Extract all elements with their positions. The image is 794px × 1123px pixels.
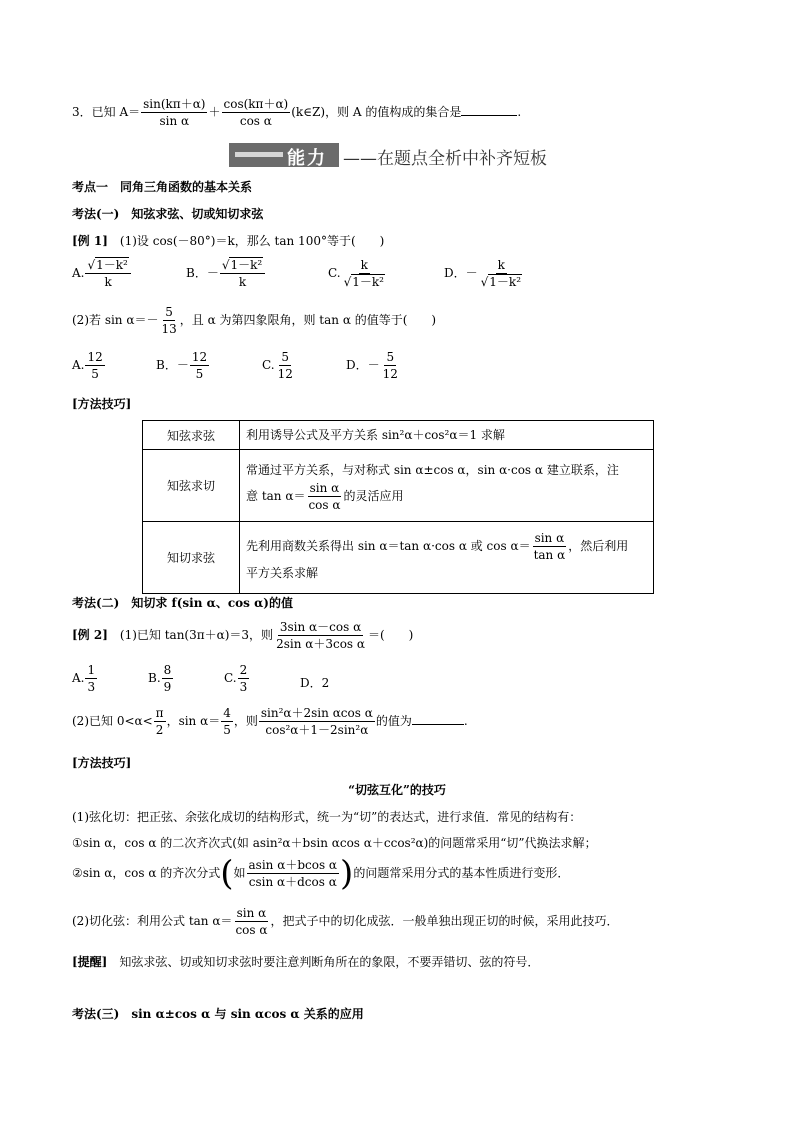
- ex2-q2-mid2: ，则: [233, 714, 258, 728]
- q3-f1-numerator: sin(kπ＋α): [143, 97, 206, 111]
- ex2-q2-answer-blank[interactable]: [412, 712, 464, 725]
- example-1-option-d: [444, 258, 525, 289]
- example-2-q1: [72, 620, 413, 651]
- q3-f2-numerator: cos(kπ＋α): [223, 97, 289, 111]
- q2-suffix: ，且 α 为第四象限角，则 tan α 的值等于( ): [179, 313, 437, 327]
- method-2-p3-denominator: csin α＋dcos α: [248, 875, 337, 889]
- q2-option-c-label: C.: [262, 358, 275, 372]
- option-b-label: B．－: [186, 266, 219, 280]
- option-d-fraction: $\frac{k}{\text{√1－k²}}$: [480, 258, 521, 289]
- method-2-p4-pre: (2)切化弦：利用公式 tan α＝: [72, 914, 233, 928]
- q2-option-a-fraction: [85, 350, 104, 381]
- method-row-3-fraction: [532, 531, 568, 562]
- option-c-numerator: k: [360, 258, 368, 272]
- method-row-3-key: 知切求弦: [143, 522, 240, 594]
- q2-option-a-denominator: 5: [91, 367, 99, 381]
- example-1-option-b: [186, 258, 266, 289]
- kaodian-1-heading: 考点一 同角三角函数的基本关系: [72, 180, 253, 194]
- option-a-label: A.: [72, 266, 85, 280]
- method-2-p4-denominator: cos α: [235, 923, 268, 937]
- q2-numerator: 5: [165, 305, 173, 319]
- left-paren: (: [220, 853, 234, 894]
- method-2-p4-post: ，把式子中的切化成弦．一般单独出现正切的时候，采用此技巧．: [270, 914, 619, 928]
- kaofa-2-heading: 考法(二) 知切求 f(sin α、cos α)的值: [72, 596, 293, 610]
- q2-option-d-label: D．－: [346, 358, 380, 372]
- method-row-2-key: 知弦求切: [143, 450, 240, 522]
- ex2-q2-fraction-expr: [259, 706, 375, 737]
- option-b-denominator: k: [238, 275, 247, 289]
- method-row-2-fraction: [306, 481, 342, 512]
- method-row-3-denominator: tan α: [533, 548, 566, 562]
- ex2-option-a-label: A.: [72, 671, 85, 685]
- banner-label: 能力: [287, 148, 327, 169]
- example-1-q2-option-d: [346, 350, 401, 381]
- method-row-3-pre: 先利用商数关系得出 sin α＝tan α·cos α 或 cos α＝: [246, 539, 531, 553]
- method-2-p3-pre: ②sin α，cos α 的齐次分式: [72, 866, 221, 880]
- option-d-denominator: 1－k²: [489, 275, 521, 289]
- ex2-q2-f2-denominator: 5: [223, 723, 231, 737]
- example-2-q1-post: ＝( ): [368, 628, 414, 642]
- example-2-option-b: [148, 663, 174, 694]
- q3-fraction-2: [222, 97, 291, 128]
- method-row-3-line-1: [246, 531, 647, 562]
- method-row-3-numerator: sin α: [534, 531, 565, 545]
- method-row-3: [143, 522, 654, 594]
- method-row-2-post: 的灵活应用: [343, 489, 404, 503]
- option-a-fraction: $\frac{\text{√1－k²}}{k}$: [85, 258, 130, 289]
- method-row-1-key: 知弦求弦: [143, 421, 240, 450]
- ex2-option-c-fraction: [238, 663, 250, 694]
- q2-prefix: (2)若 sin α＝－: [72, 313, 159, 327]
- method-row-1-value: 利用诱导公式及平方关系 sin²α＋cos²α＝1 求解: [240, 421, 654, 450]
- q3-f2-denominator: cos α: [239, 114, 272, 128]
- ex2-option-c-label: C.: [224, 671, 237, 685]
- ex2-option-a-denominator: 3: [87, 680, 96, 694]
- option-d-numerator: k: [497, 258, 505, 272]
- question-3: [72, 97, 521, 128]
- method-2-p3-fraction: [247, 858, 340, 889]
- method-2-p3-numerator: asin α＋bcos α: [248, 858, 338, 872]
- example-2-option-c: [224, 663, 250, 694]
- q2-option-c-denominator: 12: [277, 367, 293, 381]
- ex2-q2-f3-numerator: sin²α＋2sin αcos α: [260, 706, 373, 720]
- example-2-q2: [72, 706, 468, 737]
- method-2-p4-numerator: sin α: [236, 906, 267, 920]
- q3-fraction-1: [141, 97, 207, 128]
- method-row-2-pre: 意 tan α＝: [246, 489, 306, 503]
- ex2-option-b-label: B.: [148, 671, 161, 685]
- method-2-p3-ru: 如: [233, 866, 246, 880]
- reminder: [72, 953, 539, 970]
- kaofa-1-heading: 考法(一) 知弦求弦、切或知切求弦: [72, 207, 264, 221]
- q2-option-c-fraction: [276, 350, 295, 381]
- ex2-option-c-denominator: 3: [239, 680, 248, 694]
- option-a-numerator: 1－k²: [96, 258, 128, 272]
- method-2-p3: [72, 853, 570, 894]
- right-paren: ): [340, 853, 354, 894]
- reminder-tag: [提醒]: [72, 955, 108, 969]
- example-1-q2-option-a: [72, 350, 106, 381]
- ex2-option-a-fraction: [85, 663, 97, 694]
- example-1-q2-option-c: [262, 350, 296, 381]
- method-row-2-numerator: sin α: [309, 481, 340, 495]
- method-row-3-post: ，然后利用: [568, 539, 629, 553]
- q2-option-d-fraction: [381, 350, 400, 381]
- kaofa-3-heading: 考法(三) sin α±cos α 与 sin αcos α 关系的应用: [72, 1007, 364, 1021]
- example-1-option-c: [328, 258, 388, 289]
- example-1-tag: [例 1]: [72, 234, 108, 248]
- method-row-3-value: [240, 522, 654, 594]
- q2-option-b-label: B．－: [156, 358, 189, 372]
- ex2-q2-fraction-pi: [154, 706, 166, 737]
- method-row-2-denominator: cos α: [308, 498, 341, 512]
- q3-answer-blank[interactable]: [461, 103, 517, 116]
- ex2-q2-f1-numerator: π: [155, 706, 164, 720]
- q3-plus: ＋: [208, 105, 221, 119]
- ex2-option-a-numerator: 1: [87, 663, 96, 677]
- example-2-q1-pre: (1)已知 tan(3π＋α)＝3，则: [119, 628, 274, 642]
- example-1-q2-option-b: [156, 350, 210, 381]
- option-c-fraction: $\frac{k}{\text{√1－k²}}$: [343, 258, 384, 289]
- example-2-tag: [例 2]: [72, 628, 108, 642]
- q2-option-a-label: A.: [72, 358, 85, 372]
- q2-option-b-numerator: 12: [191, 350, 208, 364]
- q3-prefix: 3．已知 A＝: [72, 105, 141, 119]
- method-2-p1: (1)弦化切：把正弦、余弦化成切的结构形式，统一为“切”的表达式，进行求值．常见的结构有：: [72, 810, 582, 824]
- option-a-denominator: k: [104, 275, 112, 289]
- example-2-q1-numerator: 3sin α－cos α: [279, 620, 362, 634]
- example-2-q1-fraction: [274, 620, 367, 651]
- method-2-p4: [72, 906, 618, 937]
- method-row-3-line-2: 平方关系求解: [246, 566, 319, 580]
- method-table: [142, 420, 654, 594]
- ex2-option-b-denominator: 9: [163, 680, 172, 694]
- q2-option-d-denominator: 12: [382, 367, 398, 381]
- q3-f1-denominator: sin α: [159, 114, 190, 128]
- method-1-title: [方法技巧]: [72, 397, 132, 411]
- option-c-denominator: 1－k²: [352, 275, 384, 289]
- method-row-2: [143, 450, 654, 522]
- q2-option-b-denominator: 5: [195, 367, 204, 381]
- option-b-fraction: $\frac{\text{√1－k²}}{k}$: [220, 258, 265, 289]
- banner-decoration: [235, 152, 283, 157]
- method-row-2-line-2: [246, 481, 647, 512]
- example-2-option-d: D．2: [300, 676, 330, 690]
- option-b-numerator: 1－k²: [230, 258, 263, 272]
- section-banner: [229, 143, 339, 167]
- method-2-subtitle: “切弦互化”的技巧: [348, 783, 446, 797]
- example-2-q1-denominator: 2sin α＋3cos α: [276, 637, 365, 651]
- example-2-option-a: [72, 663, 98, 694]
- ex2-option-c-numerator: 2: [239, 663, 248, 677]
- ex2-q2-f3-denominator: cos²α＋1－2sin²α: [265, 723, 369, 737]
- ex2-q2-f1-denominator: 2: [155, 723, 164, 737]
- method-row-2-line-1: 常通过平方关系，与对称式 sin α±cos α，sin α·cos α 建立联系，注: [246, 463, 619, 477]
- q2-fraction: [159, 305, 178, 336]
- q2-option-b-fraction: [190, 350, 209, 381]
- example-1-q2: [72, 305, 436, 336]
- method-2-title: [方法技巧]: [72, 756, 132, 770]
- method-2-p3-post: 的问题常采用分式的基本性质进行变形．: [353, 866, 570, 880]
- example-1-q1: [72, 232, 384, 249]
- reminder-text: 知弦求弦、切或知切求弦时要注意判断角所在的象限，不要弄错切、弦的符号．: [107, 955, 540, 969]
- ex2-q2-pre: (2)已知 0<α<: [72, 714, 153, 728]
- ex2-option-b-fraction: [162, 663, 174, 694]
- ex2-option-b-numerator: 8: [163, 663, 172, 677]
- example-1-q1-text: (1)设 cos(－80°)＝k，那么 tan 100°等于( ): [119, 234, 385, 248]
- option-c-label: C.: [328, 266, 341, 280]
- q2-option-d-numerator: 5: [386, 350, 395, 364]
- q3-end: .: [517, 105, 522, 119]
- ex2-q2-mid: ，sin α＝: [166, 714, 221, 728]
- ex2-q2-f2-numerator: 4: [223, 706, 231, 720]
- method-2-p2: ①sin α，cos α 的二次齐次式(如 asin²α＋bsin αcos α＋ccos²α)的问题常采用“切”代换法求解；: [72, 836, 597, 850]
- q2-option-c-numerator: 5: [281, 350, 290, 364]
- ex2-q2-post: 的值为: [375, 714, 412, 728]
- q3-suffix: (k∈Z)，则 A 的值构成的集合是: [291, 105, 462, 119]
- method-row-2-value: [240, 450, 654, 522]
- example-1-option-a: [72, 258, 132, 289]
- method-2-p4-fraction: [233, 906, 269, 937]
- method-row-1: [143, 421, 654, 450]
- option-d-label: D．－: [444, 266, 478, 280]
- ex2-q2-end: .: [463, 714, 468, 728]
- q2-denominator: 13: [161, 322, 177, 336]
- banner-subtitle: ——在题点全析中补齐短板: [343, 149, 547, 169]
- q2-option-a-numerator: 12: [87, 350, 103, 364]
- ex2-q2-fraction-sin: [221, 706, 233, 737]
